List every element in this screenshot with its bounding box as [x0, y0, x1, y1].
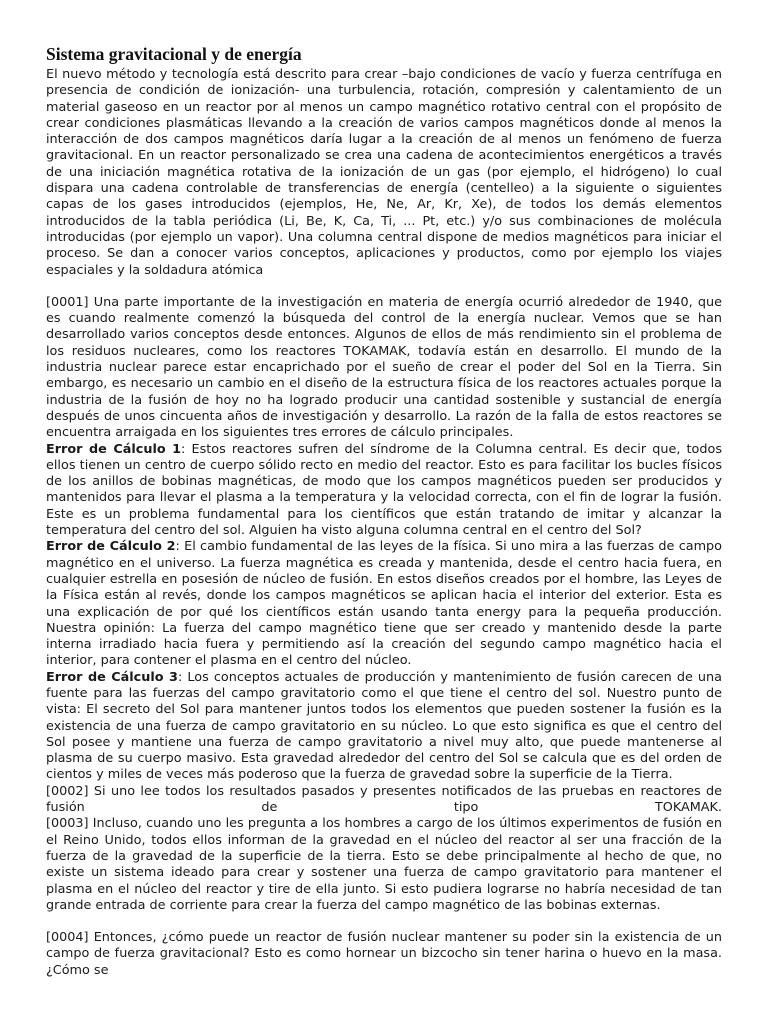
error-text-2: : El cambio fundamental de las leyes de la física. Si uno mira a las fuerzas de campo magnético en el universo. La fuerza magnética es creada y mantenida, desde el centro hacia fuera, en cualquier estrella en posesión de núcleo de fusión. En estos diseños creados por el hombre, las Leyes de la Física están al revés, donde los campos magnéticos se aplican hacia el interior del exterior. Esta es una explicación de por qué los científicos están usando tanta energy para la pequeña producción. Nuestra opinión: La fuerza del campo magnético tiene que ser creado y mantenido desde la parte interna irradiado hacia fuera y permitiendo así la creación del segundo campo magnético hacia el interior, para contener el plasma en el centro del núcleo.: [46, 539, 722, 669]
error-label-1: Error de Cálculo 1: [46, 441, 182, 457]
error-text-1: : Estos reactores sufren del síndrome de la Columna central. Es decir que, todos ellos tienen un centro de cuerpo sólido recto en medio del reactor. Esto es para facilitar los bucles físicos de los anillos de bobinas magnéticas, de modo que los campos magnéticos pueden ser producidos y mantenidos para llevar el plasma a la temperatura y la velocidad correcta, con el fin de lograr la fusión. Este es un problema fundamental para los científicos que están tratando de imitar y alcanzar la temperatura del centro del sol. Alguien ha visto alguna columna central en el centro del Sol?: [46, 441, 722, 539]
document-title: Sistema gravitacional y de energía: [46, 44, 302, 64]
error-text-3: : Los conceptos actuales de producción y mantenimiento de fusión carecen de una fuente para las fuerzas del campo gravitatorio como el que tiene el centro del sol. Nuestro punto de vista: El secreto del Sol para mantener juntos todos los elementos que pueden sostener la fusión es la existencia de una fuerza de campo gravitatorio en su núcleo. Lo que esto significa es que el centro del Sol posee y mantiene una fuerza de campo gravitatorio a nivel muy alto, que puede mantenerse al plasma de su cuerpo masivo. Esta gravedad alrededor del centro del Sol se calcula que es del orden de cientos y miles de veces más poderoso que la fuerza de gravedad sobre la superficie de la Tierra.: [46, 669, 722, 783]
document-page: [46, 44, 722, 979]
error-paragraph-2: [46, 539, 722, 669]
error-label-2: Error de Cálculo 2: [46, 539, 176, 555]
paragraph-0002: [0002] Si uno lee todos los resultados pasados y presentes notificados de las pruebas en reactores de fusión de tipo TOKAMAK.: [46, 783, 722, 816]
paragraph-0004: [0004] Entonces, ¿cómo puede un reactor de fusión nuclear mantener su poder sin la existencia de un campo de fuerza gravitacional? Esto es como hornear un bizcocho sin tener harina o huevo en la masa. ¿Cómo se: [46, 930, 722, 978]
paragraph-0001: [0001] Una parte importante de la investigación en materia de energía ocurrió alrededor de 1940, que es cuando realmente comenzó la búsqueda del control de la energía nuclear. Vemos que se han desarrollado varios conceptos desde entonces. Algunos de ellos de más rendimiento sin el problema de los residuos nucleares, como los reactores TOKAMAK, todavía están en desarrollo. El mundo de la industria nuclear parece estar encaprichado por el sueño de crear el poder del Sol en la Tierra. Sin embargo, es necesario un cambio en el diseño de la estructura física de los reactores actuales porque la industria de la fusión de hoy no ha logrado producir una cantidad sostenible y sustancial de energía después de unos cincuenta años de investigación y desarrollo. La razón de la falla de estos reactores se encuentra arraigada en los siguientes tres errores de cálculo principales.: [46, 294, 722, 441]
paragraph-0003: [0003] Incluso, cuando uno les pregunta a los hombres a cargo de los últimos experimentos de fusión en el Reino Unido, todos ellos informan de la gravedad en el núcleo del reactor al ser una fracción de la fuerza de la gravedad de la superficie de la tierra. Esto se debe principalmente al hecho de que, no existe un sistema ideado para crear y sostener una fuerza de campo gravitatorio para mantener el plasma en el núcleo del reactor y tire de ella junto. Si esto pudiera lograrse no habría necesidad de tan grande entrada de corriente para crear la fuerza del campo magnético de las bobinas externas.: [46, 816, 722, 913]
error-paragraph-1: [46, 442, 722, 540]
abstract-paragraph: El nuevo método y tecnología está descrito para crear –bajo condiciones de vacío y fuerza centrífuga en presencia de condición de ionización- una turbulencia, rotación, compresión y calentamiento de un material gaseoso en un reactor por al menos un campo magnético rotativo central con el propósito de crear condiciones plasmáticas llevando a la creación de varios campos magnéticos donde al menos la interacción de dos campos magnéticos daría lugar a la creación de al menos un fenómeno de fuerza gravitacional. En un reactor personalizado se crea una cadena de acontecimientos energéticos a través de una iniciación magnética rotativa de la ionización de un gas (por ejemplo, el hidrógeno) lo cual dispara una cadena controlable de transferencias de energía (centelleo) a la siguiente o siguientes capas de los gases introducidos (ejemplos, He, Ne, Ar, Kr, Xe), de todos los demás elementos introducidos de la tabla periódica (Li, Be, K, Ca, Ti, ... Pt, etc.) y/o sus combinaciones de molécula introducidas (por ejemplo un vapor). Una columna central dispone de medios magnéticos para iniciar el proceso. Se dan a conocer varios conceptos, aplicaciones y productos, como por ejemplo los viajes espaciales y la soldadura atómica: [46, 67, 722, 278]
error-label-3: Error de Cálculo 3: [46, 669, 178, 685]
error-paragraph-3: [46, 670, 722, 784]
